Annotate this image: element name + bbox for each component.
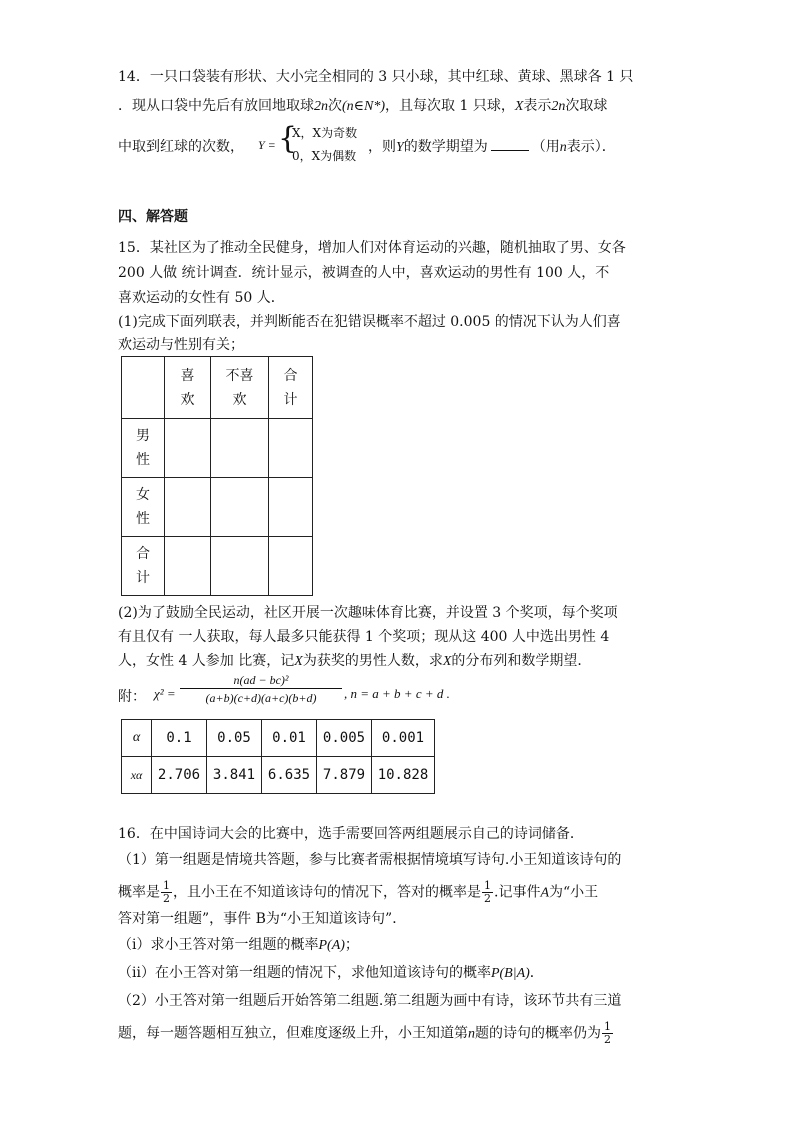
q15-line1: 15．某社区为了推动全民健身，增加人们对体育运动的兴趣，随机抽取了男、女各 (118, 240, 626, 256)
crit-alpha-value: 0.01 (262, 720, 317, 757)
q16-line1: 16．在中国诗词大会的比赛中，选手需要回答两组题展示自己的诗词储备． (118, 826, 584, 842)
fraction-half (161, 880, 172, 905)
q14-condition: (n∈N*) (342, 99, 386, 114)
cell-male-dislike[interactable] (211, 419, 269, 478)
q15-line3: 喜欢运动的女性有 50 人． (118, 290, 285, 306)
q14-line1: 14．一只口袋装有形状、大小完全相同的 3 只小球，其中红球、黄球、黑球各 1 只 (118, 69, 634, 85)
q15-line2: 200 人做 统计调查．统计显示，被调查的人中，喜欢运动的男性有 100 人，不 (118, 265, 610, 281)
q16-text-d: 为“小王 (549, 884, 599, 901)
answer-blank[interactable] (491, 138, 529, 151)
q14-line2-text-d: 表示 (523, 98, 552, 114)
crit-x-value: 10.828 (372, 757, 435, 794)
q16-ii-math: P(B|A) (490, 966, 530, 981)
frac-num: 1 (604, 1020, 611, 1033)
cell-male-like[interactable] (165, 419, 211, 478)
crit-alpha-value: 0.05 (207, 720, 262, 757)
q16-i-math: P(A) (318, 938, 345, 953)
q16-p1-line3: 答对第一组题”，事件 B为“小王知道该诗句”． (118, 911, 407, 927)
q15-part2-text-a: 人，女性 4 人参加 比赛，记 (118, 653, 295, 669)
appendix-label: 附： (118, 689, 146, 705)
q15-part1-line2: 欢运动与性别有关； (118, 337, 244, 353)
q14-line2-text-b: 次 (328, 98, 342, 114)
crit-alpha-value: 0.1 (152, 720, 207, 757)
crit-x-value: 3.841 (207, 757, 262, 794)
q16-p1-line2 (118, 880, 598, 905)
header-like: 喜 欢 (165, 357, 211, 419)
q16-p2-line1: （2）小王答对第一组题后开始答第二组题.第二组题为画中有诗，该环节共有三道 (118, 993, 622, 1009)
q16-var-n: n (468, 1026, 475, 1042)
q16-p1-line1: （1）第一组题是情境共答题，参与比赛者需根据情境填写诗句.小王知道该诗句的 (118, 852, 622, 868)
cell-female-like[interactable] (165, 478, 211, 537)
q14-line3-text-c: 的数学期望为 (403, 139, 488, 155)
crit-alpha-value: 0.001 (372, 720, 435, 757)
q16-p2-line2 (118, 1021, 614, 1046)
q16-p2-text-a: 题，每一题答题相互独立，但难度逐级上升，小王知道第 (118, 1025, 468, 1042)
fraction-half (482, 880, 493, 905)
header-dislike: 不喜 欢 (211, 357, 269, 419)
q14-y-eq: Y = (258, 138, 276, 152)
q15-part2-text-b: 为获奖的男性人数，求 (302, 653, 443, 669)
piecewise-case2: 0，X为偶数 (292, 149, 357, 163)
cell-total-dislike[interactable] (211, 537, 269, 596)
q14-var-n: n (559, 140, 567, 155)
q14-line3-a: 中取到红球的次数， (118, 139, 244, 155)
q15-var-x2: X (442, 654, 452, 669)
critical-value-table (121, 719, 435, 794)
q16-text-a: 概率是 (118, 884, 160, 901)
q14-line2-text-a: ．现从口袋中先后有放回地取球 (118, 98, 314, 114)
formula-lhs: χ² = (154, 686, 176, 701)
q15-var-x: X (294, 654, 303, 669)
piecewise-case1: X，X为奇数 (292, 126, 358, 140)
q15-part2-line3 (118, 650, 591, 670)
q14-var-y: Y (396, 140, 404, 155)
q14-line3-rest (368, 136, 616, 156)
q14-line2-text-c: ，且每次取 1 只球， (385, 98, 515, 114)
row-total: 合 计 (122, 537, 165, 596)
q16-sub-i (118, 934, 359, 954)
q16-ii-text: （ⅱ）在小王答对第一组题的情况下，求他知道该诗句的概率 (118, 965, 491, 981)
crit-x-value: 2.706 (152, 757, 207, 794)
q14-line3-text-d: （用 (531, 139, 560, 155)
q16-sub-ii (118, 962, 544, 982)
crit-x-value: 6.635 (262, 757, 317, 794)
q14-line2 (118, 95, 607, 115)
q16-event-a: A (540, 885, 550, 901)
piecewise-brace: { (278, 121, 298, 156)
formula-numerator: n(ad − bc)² (180, 672, 342, 689)
fraction-half (602, 1021, 613, 1046)
crit-x-label: xα (122, 757, 152, 794)
q14-var-x: X (514, 99, 524, 114)
cell-total-total[interactable] (269, 537, 313, 596)
row-male: 男 性 (122, 419, 165, 478)
table-corner (122, 357, 165, 419)
formula-rhs: , n = a + b + c + d . (344, 686, 450, 701)
q16-text-c: .记事件 (494, 884, 541, 901)
contingency-table (121, 356, 313, 596)
q14-line2-text-e: 次取球 (565, 98, 608, 114)
q16-i-text: （ⅰ）求小王答对第一组题的概率 (118, 937, 319, 953)
cell-female-dislike[interactable] (211, 478, 269, 537)
header-total: 合 计 (269, 357, 313, 419)
q14-math-2n: 2n (314, 99, 328, 114)
frac-num: 1 (163, 879, 170, 892)
frac-den: 2 (484, 892, 491, 905)
q14-math-2n-b: 2n (551, 99, 566, 114)
row-female: 女 性 (122, 478, 165, 537)
crit-x-value: 7.879 (317, 757, 372, 794)
q16-p2-text-b: 题的诗句的概率仍为 (475, 1025, 601, 1042)
section-title: 四、解答题 (118, 209, 188, 225)
q16-ii-end: ． (529, 965, 544, 981)
q14-line3-text-b: ，则 (368, 139, 396, 155)
cell-total-like[interactable] (165, 537, 211, 596)
formula-denominator: (a+b)(c+d)(a+c)(b+d) (205, 691, 317, 705)
q15-part2-text-c: 的分布列和数学期望． (451, 653, 592, 669)
q16-i-end: ； (344, 937, 359, 953)
crit-alpha-label: α (122, 720, 152, 757)
q14-line3-text-e: 表示）． (566, 139, 616, 155)
q16-text-b: ，且小王在不知道该诗句的情况下，答对的概率是 (173, 884, 481, 901)
frac-den: 2 (163, 892, 170, 905)
frac-den: 2 (604, 1033, 611, 1046)
q15-part2-line1: (2)为了鼓励全民运动，社区开展一次趣味体育比赛，并设置 3 个奖项，每个奖项 (118, 605, 618, 621)
q15-part1-line1: (1)完成下面列联表，并判断能否在犯错误概率不超过 0.005 的情况下认为人们喜 (118, 314, 621, 330)
frac-num: 1 (484, 879, 491, 892)
crit-alpha-value: 0.005 (317, 720, 372, 757)
cell-male-total[interactable] (269, 419, 313, 478)
q15-part2-line2: 有且仅有 一人获取，每人最多只能获得 1 个奖项；现从这 400 人中选出男性 4 (118, 629, 610, 645)
cell-female-total[interactable] (269, 478, 313, 537)
